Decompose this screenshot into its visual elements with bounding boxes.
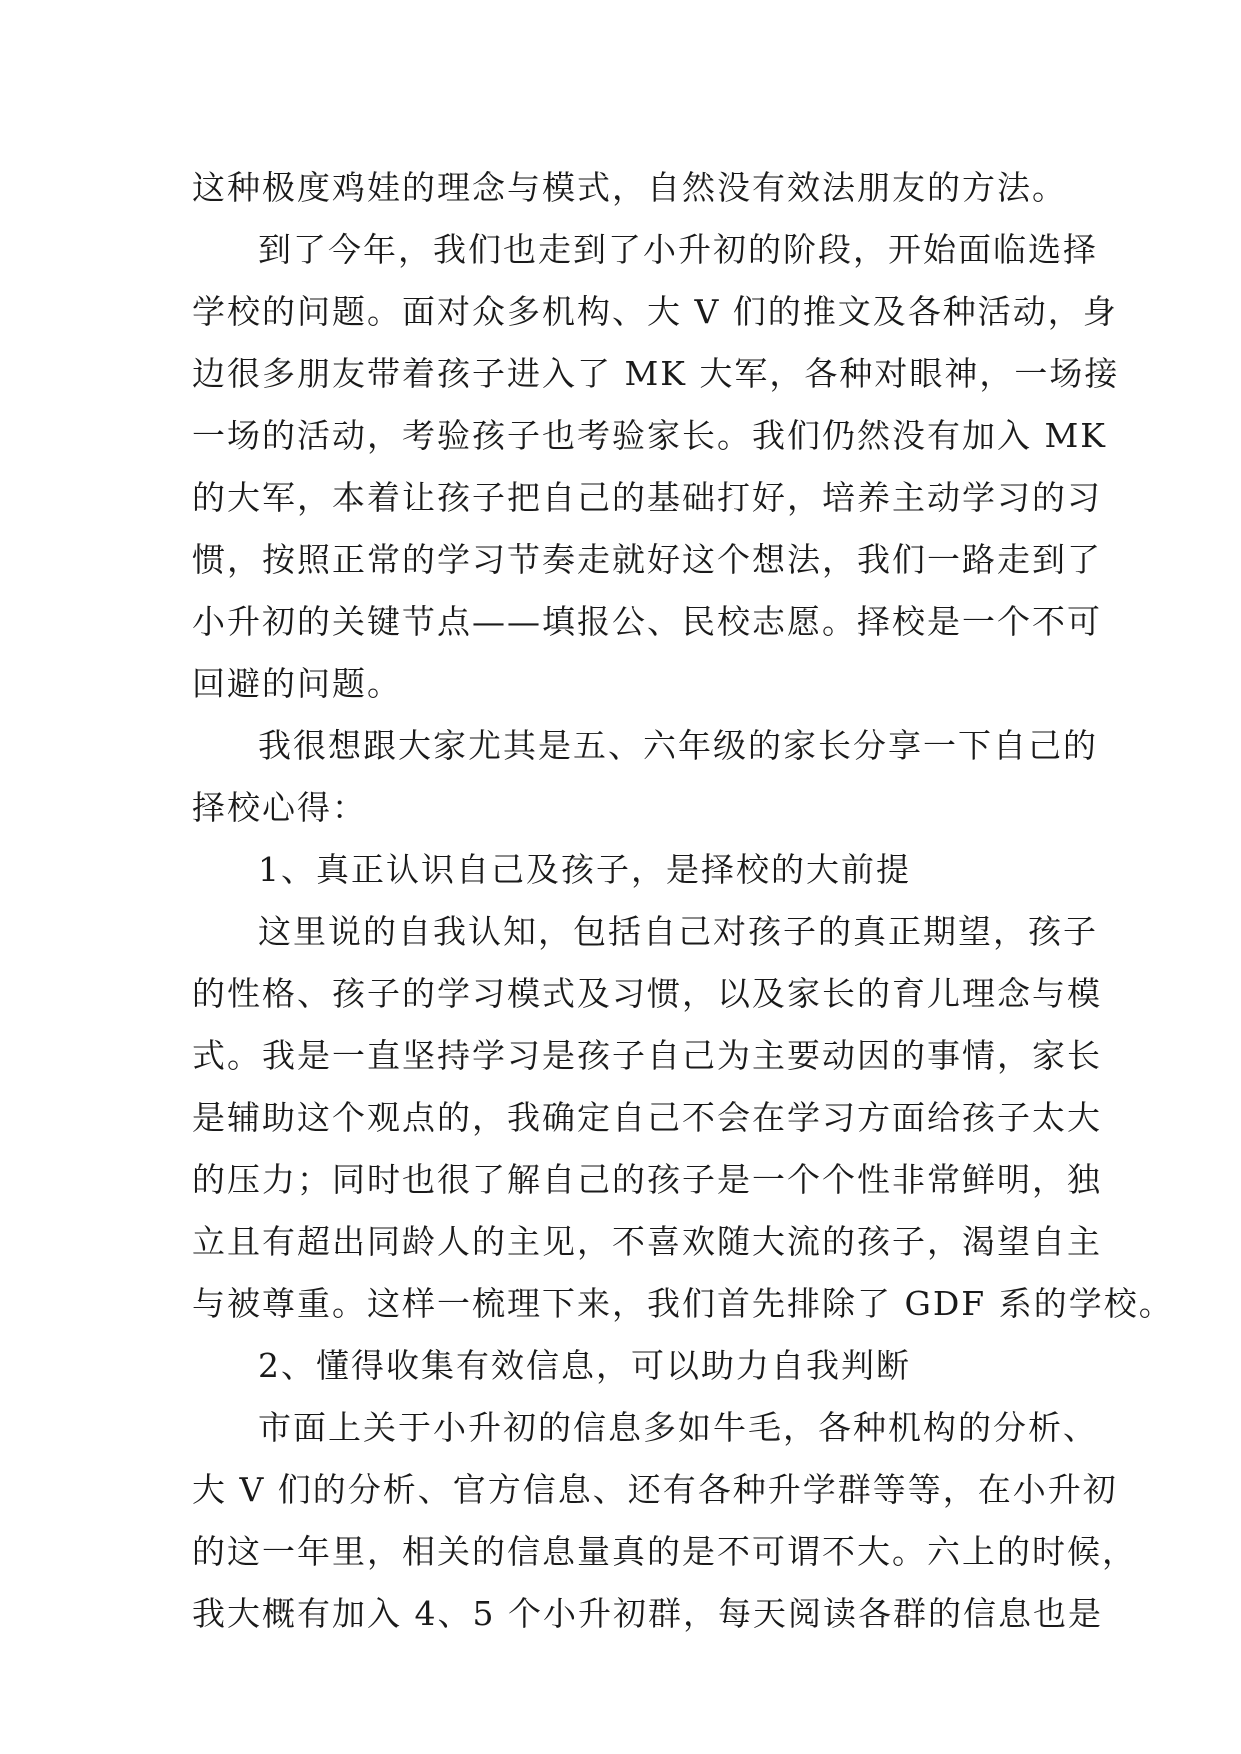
paragraph-start-line: 到了今年，我们也走到了小升初的阶段，开始面临选择 [258, 230, 1098, 269]
text-line: 择校心得： [192, 788, 367, 827]
text-line: 的大军，本着让孩子把自己的基础打好，培养主动学习的习 [192, 478, 1102, 517]
body-text [192, 157, 1174, 1645]
text-line: 与被尊重。这样一梳理下来，我们首先排除了 GDF 系的学校。 [192, 1284, 1174, 1323]
text-line: 边很多朋友带着孩子进入了 MK 大军，各种对眼神，一场接 [192, 354, 1120, 393]
paragraph-start-line: 这里说的自我认知，包括自己对孩子的真正期望，孩子 [258, 912, 1098, 951]
text-line: 惯，按照正常的学习节奏走就好这个想法，我们一路走到了 [192, 540, 1102, 579]
text-line: 式。我是一直坚持学习是孩子自己为主要动因的事情，家长 [192, 1036, 1102, 1075]
text-line: 学校的问题。面对众多机构、大 V 们的推文及各种活动，身 [192, 292, 1118, 331]
text-line: 回避的问题。 [192, 664, 402, 703]
text-line: 的压力；同时也很了解自己的孩子是一个个性非常鲜明，独 [192, 1160, 1102, 1199]
text-line: 这种极度鸡娃的理念与模式，自然没有效法朋友的方法。 [192, 168, 1067, 207]
paragraph-start-line: 市面上关于小升初的信息多如牛毛，各种机构的分析、 [258, 1408, 1098, 1447]
text-line: 的性格、孩子的学习模式及习惯，以及家长的育儿理念与模 [192, 974, 1102, 1013]
text-line: 的这一年里，相关的信息量真的是不可谓不大。六上的时候， [192, 1532, 1137, 1571]
paragraph-start-line: 我很想跟大家尤其是五、六年级的家长分享一下自己的 [258, 726, 1098, 765]
text-line: 小升初的关键节点——填报公、民校志愿。择校是一个不可 [192, 602, 1102, 641]
text-line: 一场的活动，考验孩子也考验家长。我们仍然没有加入 MK [192, 416, 1107, 455]
text-line: 立且有超出同龄人的主见，不喜欢随大流的孩子，渴望自主 [192, 1222, 1102, 1261]
section-heading-2: 2、懂得收集有效信息，可以助力自我判断 [258, 1346, 911, 1385]
section-heading-1: 1、真正认识自己及孩子，是择校的大前提 [258, 850, 911, 889]
text-line: 我大概有加入 4、5 个小升初群，每天阅读各群的信息也是 [192, 1594, 1103, 1633]
text-line: 大 V 们的分析、官方信息、还有各种升学群等等，在小升初 [192, 1470, 1118, 1509]
text-line: 是辅助这个观点的，我确定自己不会在学习方面给孩子太大 [192, 1098, 1102, 1137]
